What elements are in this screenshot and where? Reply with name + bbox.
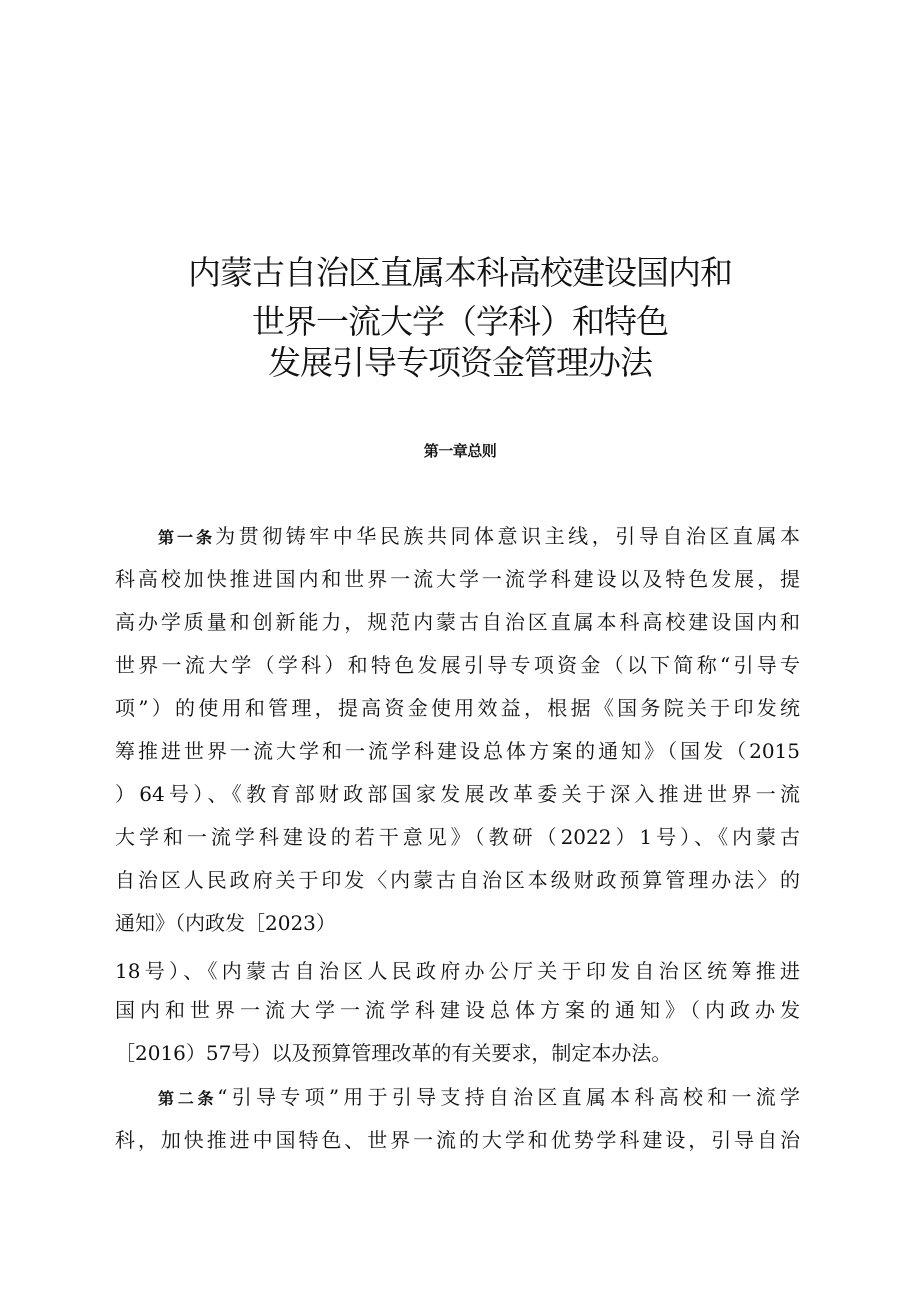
- article-1-line-2: 科高校加快推进国内和世界一流大学一流学科建设以及特色发展，提: [115, 567, 800, 591]
- article-1-line-3: 高办学质量和创新能力，规范内蒙古自治区直属本科高校建设国内和: [115, 610, 800, 634]
- article-2-first-line: [158, 1083, 800, 1113]
- document-title-line-2: 世界一流大学（学科）和特色: [252, 302, 668, 341]
- document-title-line-3: 发展引导专项资金管理办法: [268, 343, 652, 382]
- article-2-line-2: 科，加快推进中国特色、世界一流的大学和优势学科建设，引导自治: [115, 1128, 800, 1152]
- article-1-line-8: 大学和一流学科建设的若干意见》（教研（2022）1号）、《内蒙古: [115, 825, 800, 849]
- article-1-line-6: 筹推进世界一流大学和一流学科建设总体方案的通知》（国发（2015: [115, 739, 800, 763]
- article-2-line-1: “引导专项”用于引导支持自治区直属本科高校和一流学: [217, 1085, 800, 1109]
- chapter-heading: 第一章总则: [423, 442, 497, 460]
- article-1-line-12: 国内和世界一流大学一流学科建设总体方案的通知》（内政办发: [115, 998, 800, 1022]
- article-1-line-4: 世界一流大学（学科）和特色发展引导专项资金（以下简称“引导专: [115, 653, 800, 677]
- article-2-label: 第二条: [158, 1089, 218, 1108]
- article-1-line-7: ）64号）、《教育部财政部国家发展改革委关于深入推进世界一流: [115, 782, 800, 806]
- article-1-line-1: 为贯彻铸牢中华民族共同体意识主线，引导自治区直属本: [215, 524, 800, 548]
- article-1-line-11: 18号）、《内蒙古自治区人民政府办公厅关于印发自治区统筹推进: [115, 959, 800, 983]
- article-1-line-10: 通知》（内政发［2023）: [115, 911, 336, 935]
- article-1-line-5: 项”）的使用和管理，提高资金使用效益，根据《国务院关于印发统: [115, 696, 800, 720]
- article-1-line-13: ［2016）57号）以及预算管理改革的有关要求，制定本办法。: [115, 1041, 672, 1065]
- article-1-first-line: [158, 522, 800, 552]
- article-1-line-9: 自治区人民政府关于印发〈内蒙古自治区本级财政预算管理办法〉的: [115, 868, 800, 892]
- article-1-label: 第一条: [158, 528, 216, 547]
- document-title-line-1: 内蒙古自治区直属本科高校建设国内和: [188, 253, 732, 292]
